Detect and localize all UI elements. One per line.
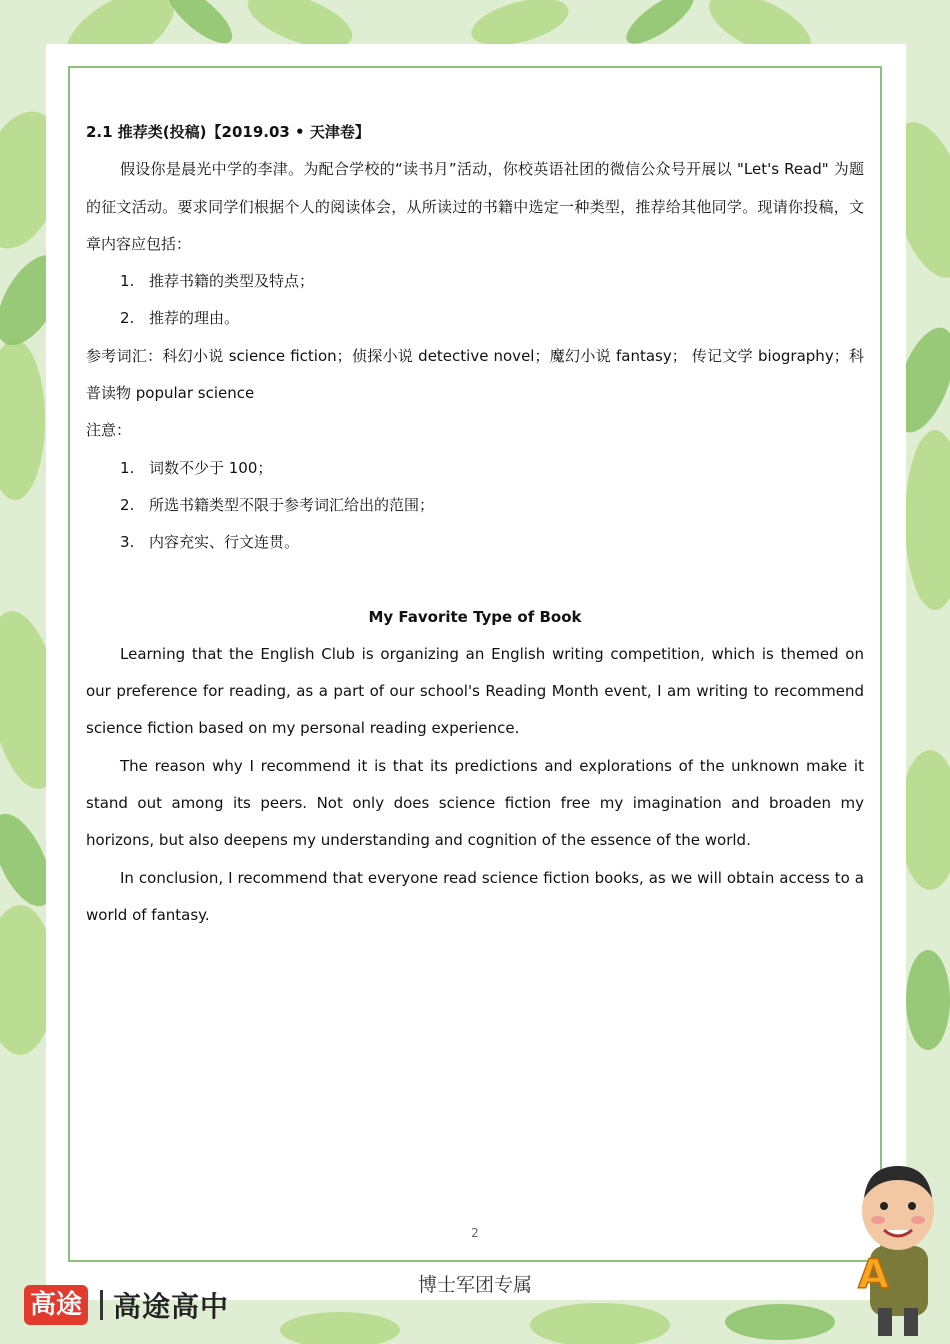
logo-badge: 高途 — [24, 1285, 88, 1325]
item-number: 2. — [120, 309, 135, 328]
item-text: 内容充实、行文连贯。 — [149, 533, 300, 552]
content-item — [86, 300, 864, 337]
page-number: 2 — [471, 1226, 479, 1240]
notes-label: 注意： — [86, 421, 132, 440]
avatar-badge-letter: A — [858, 1252, 889, 1298]
note-item — [86, 487, 864, 524]
item-text: 词数不少于 100； — [149, 458, 273, 477]
note-item — [86, 450, 864, 487]
item-number: 2. — [120, 495, 135, 514]
note-item — [86, 524, 864, 561]
item-number: 1. — [120, 272, 135, 291]
item-text: 推荐的理由。 — [149, 309, 240, 328]
section-heading: 2.1 推荐类(投稿)【2019.03 • 天津卷】 — [86, 123, 370, 141]
task-paragraph: 假设你是晨光中学的李津。为配合学校的“读书月”活动，你校英语社团的微信公众号开展以 "Let's Read" 为题的征文活动。要求同学们根据个人的阅读体会，从所读过的书籍中选定一种类型，推荐给其他同学。现请你投稿，文章内容应包括： — [86, 160, 864, 253]
document-body — [86, 114, 864, 934]
content-item — [86, 263, 864, 300]
logo-divider — [100, 1290, 103, 1320]
vocabulary-reference: 参考词汇：科幻小说 science fiction；侦探小说 detective novel；魔幻小说 fantasy； 传记文学 biography；科普读物 popular science — [86, 346, 864, 403]
brand-logo — [24, 1284, 229, 1326]
essay-paragraph: In conclusion, I recommend that everyone read science fiction books, as we will obtain access to a world of fantasy. — [86, 868, 864, 924]
essay-paragraph: The reason why I recommend it is that its predictions and explorations of the unknown make it stand out among its peers. Not only does science fiction free my imagination and broaden my horizons, but also deepens my understanding and cognition of the essence of the world. — [86, 756, 864, 850]
logo-wordmark: 高途高中 — [113, 1290, 230, 1323]
item-text: 推荐书籍的类型及特点； — [149, 272, 315, 291]
essay-title: My Favorite Type of Book — [368, 607, 582, 626]
item-text: 所选书籍类型不限于参考词汇给出的范围； — [149, 495, 435, 514]
footer-exclusive-label: 博士军团专属 — [417, 1274, 532, 1296]
essay-paragraph: Learning that the English Club is organizing an English writing competition, which is themed on our preference for reading, as a part of our school's Reading Month event, I am writing to recommend science fiction based on my personal reading experience. — [86, 644, 864, 738]
item-number: 1. — [120, 458, 135, 477]
item-number: 3. — [120, 533, 135, 552]
mascot-avatar — [848, 1158, 946, 1338]
